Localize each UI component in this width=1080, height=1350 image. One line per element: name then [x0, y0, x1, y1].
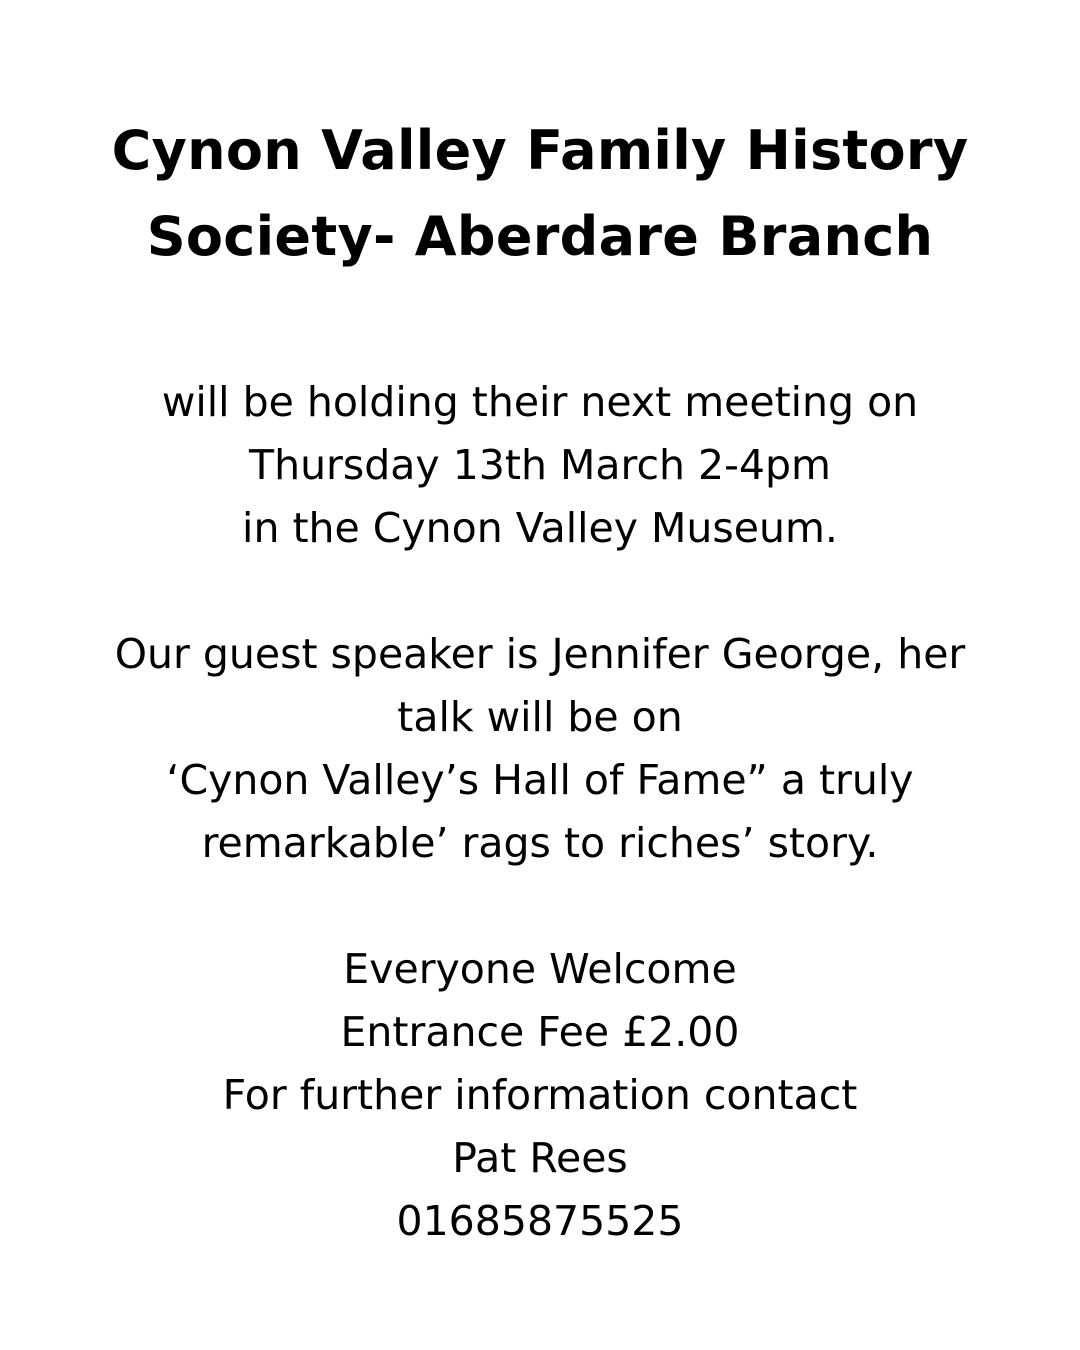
title-line-2: Society- Aberdare Branch: [146, 205, 934, 268]
welcome-text: Everyone Welcome: [343, 945, 737, 993]
poster-body: [0, 371, 1080, 1253]
contact-phone: 01685875525: [396, 1197, 684, 1245]
meeting-date: Thursday 13th March 2-4pm: [249, 441, 831, 489]
speaker-line-1: Our guest speaker is Jennifer George, her: [114, 630, 966, 678]
meeting-line-1: will be holding their next meeting on: [161, 378, 919, 426]
spacer: [0, 875, 1080, 938]
spacer: [0, 560, 1080, 623]
contact-prompt: For further information contact: [222, 1071, 858, 1119]
speaker-line-3: ‘Cynon Valley’s Hall of Fame” a truly: [166, 756, 914, 804]
speaker-line-4: remarkable’ rags to riches’ story.: [201, 819, 879, 867]
meeting-venue: in the Cynon Valley Museum.: [242, 504, 838, 552]
poster-title: [0, 108, 1080, 280]
title-line-1: Cynon Valley Family History: [111, 119, 969, 182]
speaker-line-2: talk will be on: [397, 693, 683, 741]
contact-name: Pat Rees: [452, 1134, 628, 1182]
entrance-fee: Entrance Fee £2.00: [340, 1008, 740, 1056]
